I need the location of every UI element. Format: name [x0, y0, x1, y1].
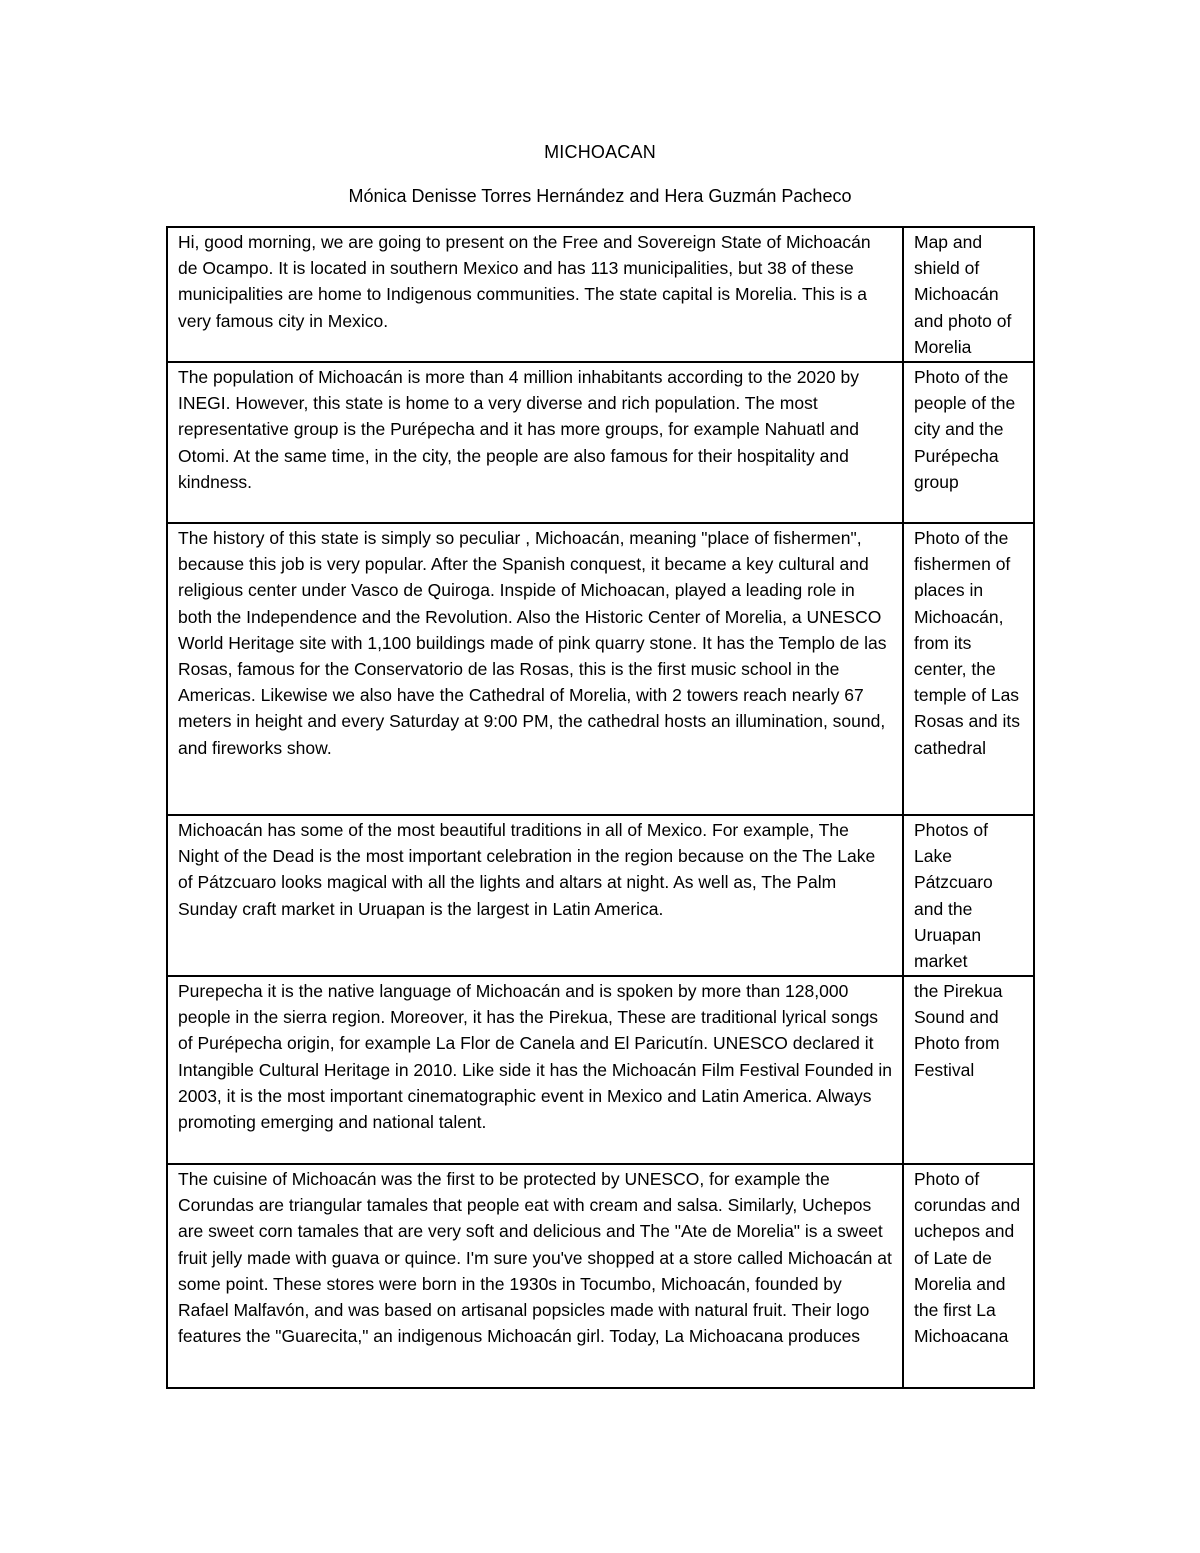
- table-row: [167, 815, 1034, 976]
- script-cell: The history of this state is simply so peculiar , Michoacán, meaning "place of fishermen", because this job is very popular. After the Spanish conquest, it became a key cultural and religious center under Vasco de Quiroga. Inspide of Michoacan, played a leading role in both the Independence and the Revolution. Also the Historic Center of Morelia, a UNESCO World Heritage site with 1,100 buildings made of pink quarry stone. It has the Templo de las Rosas, famous for the Conservatorio de las Rosas, this is the first music school in the Americas. Likewise we also have the Cathedral of Morelia, with 2 towers reach nearly 67 meters in height and every Saturday at 9:00 PM, the cathedral hosts an illumination, sound, and fireworks show.: [167, 523, 903, 815]
- script-cell: The population of Michoacán is more than 4 million inhabitants according to the 2020 by INEGI. However, this state is home to a very diverse and rich population. The most representative group is the Purépecha and it has more groups, for example Nahuatl and Otomi. At the same time, in the city, the people are also famous for their hospitality and kindness.: [167, 362, 903, 523]
- table-row: [167, 227, 1034, 362]
- table-row: [167, 362, 1034, 523]
- table-row: [167, 976, 1034, 1164]
- visual-cell: Photos of Lake Pátzcuaro and the Uruapan market: [903, 815, 1034, 976]
- visual-cell: Photo of the people of the city and the Purépecha group: [903, 362, 1034, 523]
- visual-cell: the Pirekua Sound and Photo from Festival: [903, 976, 1034, 1164]
- table-row: [167, 523, 1034, 815]
- visual-cell: Photo of corundas and uchepos and of Late de Morelia and the first La Michoacana: [903, 1164, 1034, 1388]
- script-cell: Purepecha it is the native language of Michoacán and is spoken by more than 128,000 people in the sierra region. Moreover, it has the Pirekua, These are traditional lyrical songs of Purépecha origin, for example La Flor de Canela and El Paricutín. UNESCO declared it Intangible Cultural Heritage in 2010. Like side it has the Michoacán Film Festival Founded in 2003, it is the most important cinematographic event in Mexico and Latin America. Always promoting emerging and national talent.: [167, 976, 903, 1164]
- document-title: MICHOACAN: [544, 142, 656, 162]
- presentation-table: [166, 226, 1035, 1389]
- visual-cell: Map and shield of Michoacán and photo of Morelia: [903, 227, 1034, 362]
- script-cell: Hi, good morning, we are going to present on the Free and Sovereign State of Michoacán de Ocampo. It is located in southern Mexico and has 113 municipalities, but 38 of these municipalities are home to Indigenous communities. The state capital is Morelia. This is a very famous city in Mexico.: [167, 227, 903, 362]
- script-cell: Michoacán has some of the most beautiful traditions in all of Mexico. For example, The Night of the Dead is the most important celebration in the region because on the The Lake of Pátzcuaro looks magical with all the lights and altars at night. As well as, The Palm Sunday craft market in Uruapan is the largest in Latin America.: [167, 815, 903, 976]
- document-authors: Mónica Denisse Torres Hernández and Hera Guzmán Pacheco: [348, 186, 852, 206]
- table-row: [167, 1164, 1034, 1388]
- visual-cell: Photo of the fishermen of places in Michoacán, from its center, the temple of Las Rosas and its cathedral: [903, 523, 1034, 815]
- script-cell: The cuisine of Michoacán was the first to be protected by UNESCO, for example the Corundas are triangular tamales that people eat with cream and salsa. Similarly, Uchepos are sweet corn tamales that are very soft and delicious and The "Ate de Morelia" is a sweet fruit jelly made with guava or quince. I'm sure you've shopped at a store called Michoacán at some point. These stores were born in the 1930s in Tocumbo, Michoacán, founded by Rafael Malfavón, and was based on artisanal popsicles made with natural fruit. Their logo features the "Guarecita," an indigenous Michoacán girl. Today, La Michoacana produces: [167, 1164, 903, 1388]
